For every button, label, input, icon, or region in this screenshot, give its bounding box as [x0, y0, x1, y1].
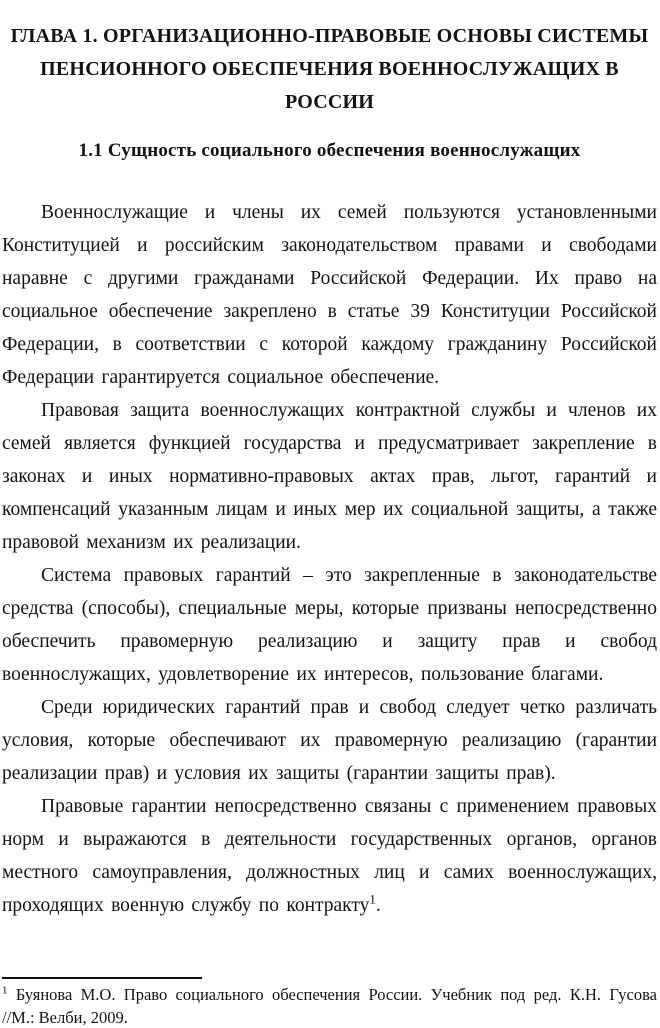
- paragraph-2: Правовая защита военнослужащих контрактной службы и членов их семей является функцией государства и предусматривает закрепление в законах и иных нормативно-правовых актах прав, льгот, гарантий и компенсаций указанным лицам и иных мер их социальной защиты, а также правовой механизм их реализации.: [2, 400, 657, 553]
- footnote-text-line-1: [2, 983, 657, 1006]
- paragraph-1: Военнослужащие и члены их семей пользуются установленными Конституцией и российским законодательством правами и свободами наравне с другими гражданами Российской Федерации. Их право на социальное обеспечение закреплено в статье 39 Конституции Российской Федерации, в соответствии с которой каждому гражданину Российской Федерации гарантируется социальное обеспечение.: [2, 202, 657, 388]
- footnote-separator-line: [2, 977, 202, 979]
- paragraph-5: [2, 790, 657, 922]
- chapter-title-line: РОССИИ: [284, 91, 375, 113]
- chapter-title-line: ПЕНСИОННОГО ОБЕСПЕЧЕНИЯ ВОЕННОСЛУЖАЩИХ В: [40, 58, 619, 80]
- footnote: [2, 977, 657, 1028]
- footnote-number: 1: [2, 984, 8, 997]
- chapter-title: [2, 20, 657, 119]
- footnote-reference-marker: 1: [369, 891, 376, 907]
- chapter-title-line: ГЛАВА 1. ОРГАНИЗАЦИОННО-ПРАВОВЫЕ ОСНОВЫ СИСТЕМЫ: [10, 25, 649, 47]
- paragraph-3: Система правовых гарантий – это закрепленные в законодательстве средства (способы), специальные меры, которые призваны непосредственно обеспечить правомерную реализацию и защиту прав и свобод военнослужащих, удовлетворение их интересов, пользование благами.: [2, 565, 657, 685]
- paragraph-5-text: Правовые гарантии непосредственно связаны с применением правовых норм и выражаются в деятельности государственных органов, органов местного самоуправления, должностных лиц и самих военнослужащих, проходящих военную службу по контракту: [2, 796, 657, 916]
- paragraph-4: Среди юридических гарантий прав и свобод следует четко различать условия, которые обеспечивают их правомерную реализацию (гарантии реализации прав) и условия их защиты (гарантии защиты прав).: [2, 697, 657, 784]
- paragraph-5-period: .: [375, 895, 381, 916]
- footnote-citation: Буянова М.О. Право социального обеспечения России. Учебник под ред. К.Н. Гусова: [15, 985, 657, 1004]
- section-title: 1.1 Сущность социального обеспечения военнослужащих: [78, 140, 581, 161]
- footnote-text-line-2: //М.: Велби, 2009.: [2, 1008, 128, 1027]
- body-text: [2, 196, 657, 922]
